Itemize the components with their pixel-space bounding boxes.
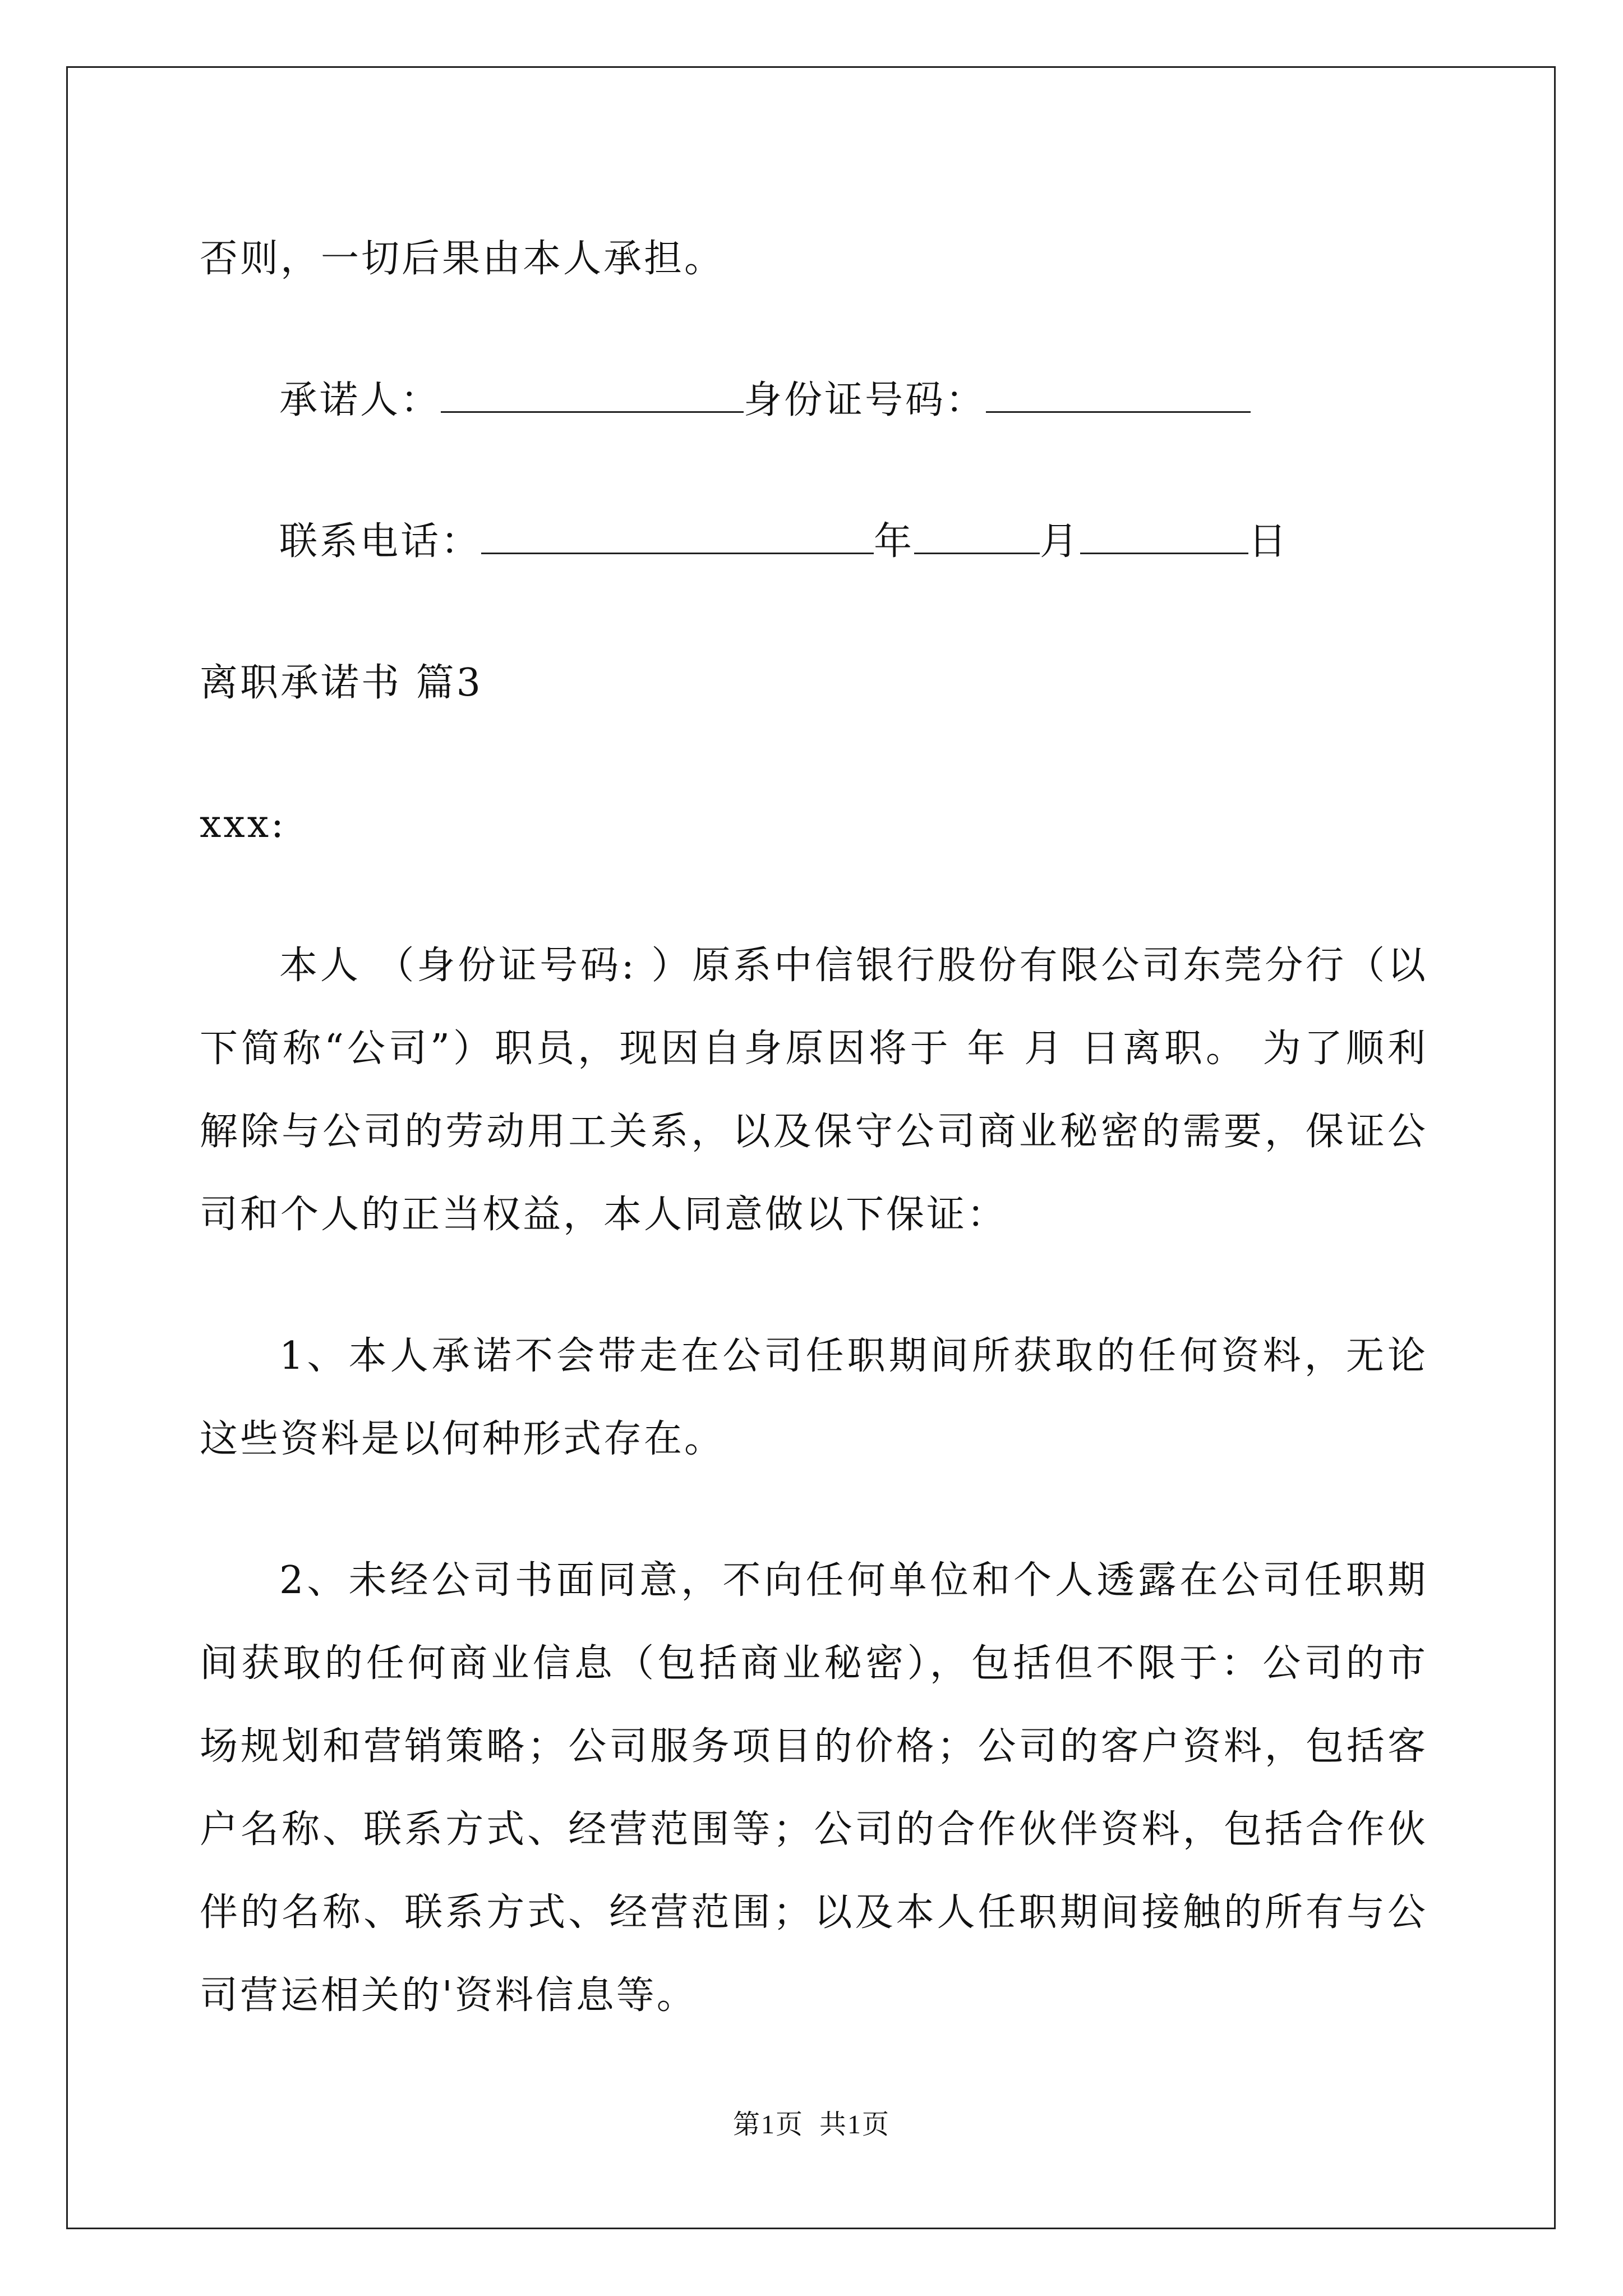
- page-number: 第1页: [732, 2110, 804, 2139]
- promisor-label: 承诺人：: [279, 378, 441, 422]
- paragraph-item-1: 1、本人承诺不会带走在公司任职期间所获取的任何资料，无论这些资料是以何种形式存在。: [200, 1334, 1428, 1461]
- phone-blank: [481, 520, 874, 554]
- signature-line: [200, 359, 1428, 442]
- paragraph-item-2: 2、未经公司书面同意，不向任何单位和个人透露在公司任职期间获取的任何商业信息（包括商业秘密），包括但不限于：公司的市场规划和营销策略；公司服务项目的价格；公司的客户资料，包括客户名称、联系方式、经营范围等；公司的合作伙伴资料，包括合作伙伴的名称、联系方式、经营范围；以及本人任职期间接触的所有与公司营运相关的'资料信息等。: [200, 1558, 1428, 2018]
- month-label: 月: [1040, 519, 1081, 564]
- page-total: 共1页: [819, 2110, 891, 2139]
- day-label: 日: [1248, 519, 1289, 564]
- year-label: 年: [874, 519, 915, 564]
- section-heading: 离职承诺书 篇3: [200, 661, 483, 705]
- contact-date-line: [200, 500, 1428, 583]
- id-number-blank: [986, 379, 1251, 413]
- paragraph-intro: 本人 （身份证号码: ）原系中信银行股份有限公司东莞分行（以下简称“公司”）职员，现因自身原因将于 年 月 日离职。 为了顺利解除与公司的劳动用工关系，以及保守公司商业秘密的需要，保证公司和个人的正当权益，本人同意做以下保证：: [200, 944, 1428, 1237]
- year-blank: [914, 520, 1040, 554]
- month-blank: [1080, 520, 1248, 554]
- promisor-blank: [441, 379, 744, 413]
- page-footer: [0, 2102, 1623, 2141]
- document-body: [200, 218, 1428, 2096]
- salutation: xxx:: [200, 802, 286, 846]
- id-number-label: 身份证号码：: [744, 378, 986, 422]
- paragraph-consequence: 否则，一切后果由本人承担。: [200, 237, 725, 281]
- phone-label: 联系电话：: [279, 519, 482, 564]
